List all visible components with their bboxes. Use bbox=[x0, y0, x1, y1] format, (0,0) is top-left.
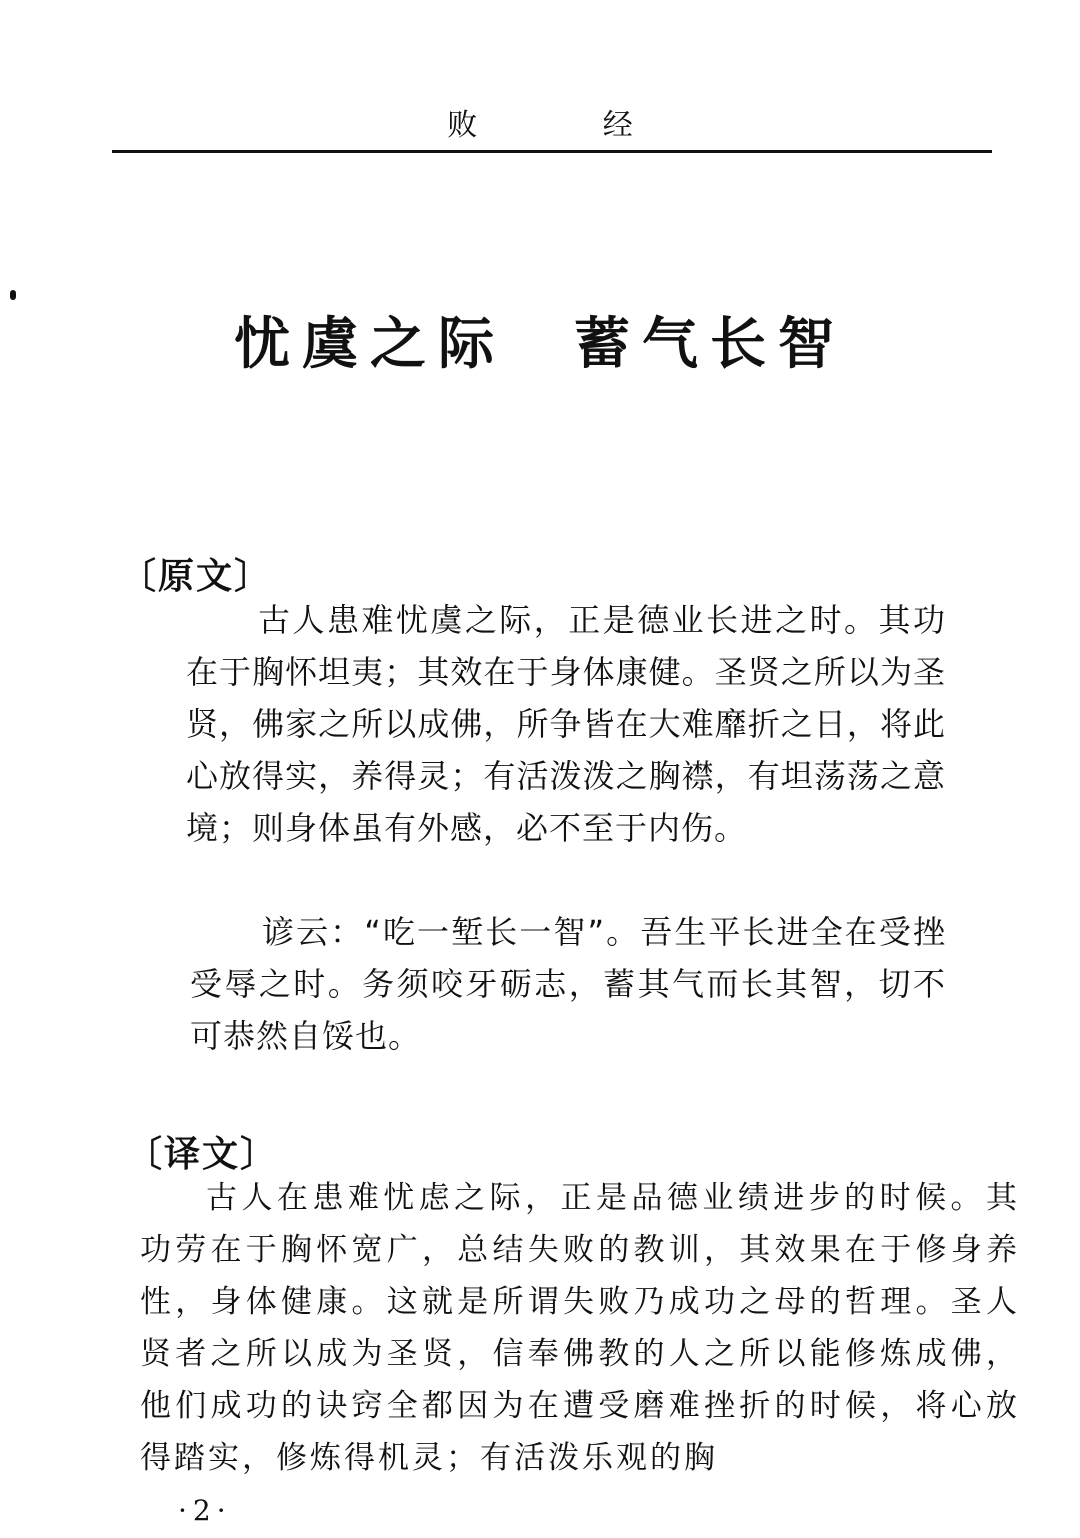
original-paragraph-2: 谚云：“吃一堑长一智”。吾生平长进全在受挫受辱之时。务须咬牙砺志，蓄其气而长其智，切不可恭然自馁也。 bbox=[190, 913, 946, 1055]
translation-paragraph-1: 古人在患难忧虑之际，正是品德业绩进步的时候。其功劳在于胸怀宽广，总结失败的教训，其效果在于修身养性，身体健康。这就是所谓失败乃成功之母的哲理。圣人贤者之所以成为圣贤，信奉佛教的人之所以能修炼成佛，他们成功的诀窍全都因为在遭受磨难挫折的时候，将心放得踏实，修炼得机灵；有活泼乐观的胸 bbox=[140, 1180, 1020, 1476]
original-text-label: 〔原文〕 bbox=[120, 556, 273, 597]
header-rule bbox=[112, 150, 992, 153]
translation-label: 〔译文〕 bbox=[126, 1134, 279, 1175]
page-number: ·2· bbox=[178, 1494, 232, 1527]
margin-mark bbox=[10, 290, 16, 300]
original-paragraph-1: 古人患难忧虞之际，正是德业长进之时。其功在于胸怀坦夷；其效在于身体康健。圣贤之所以为圣贤，佛家之所以成佛，所争皆在大难靡折之日，将此心放得实，养得灵；有活泼泼之胸襟，有坦荡荡之意境；则身体虽有外感，必不至于内伤。 bbox=[186, 601, 946, 847]
chapter-title: 忧虞之际 蓄气长智 bbox=[234, 311, 846, 377]
running-head: 败 经 bbox=[447, 108, 691, 143]
